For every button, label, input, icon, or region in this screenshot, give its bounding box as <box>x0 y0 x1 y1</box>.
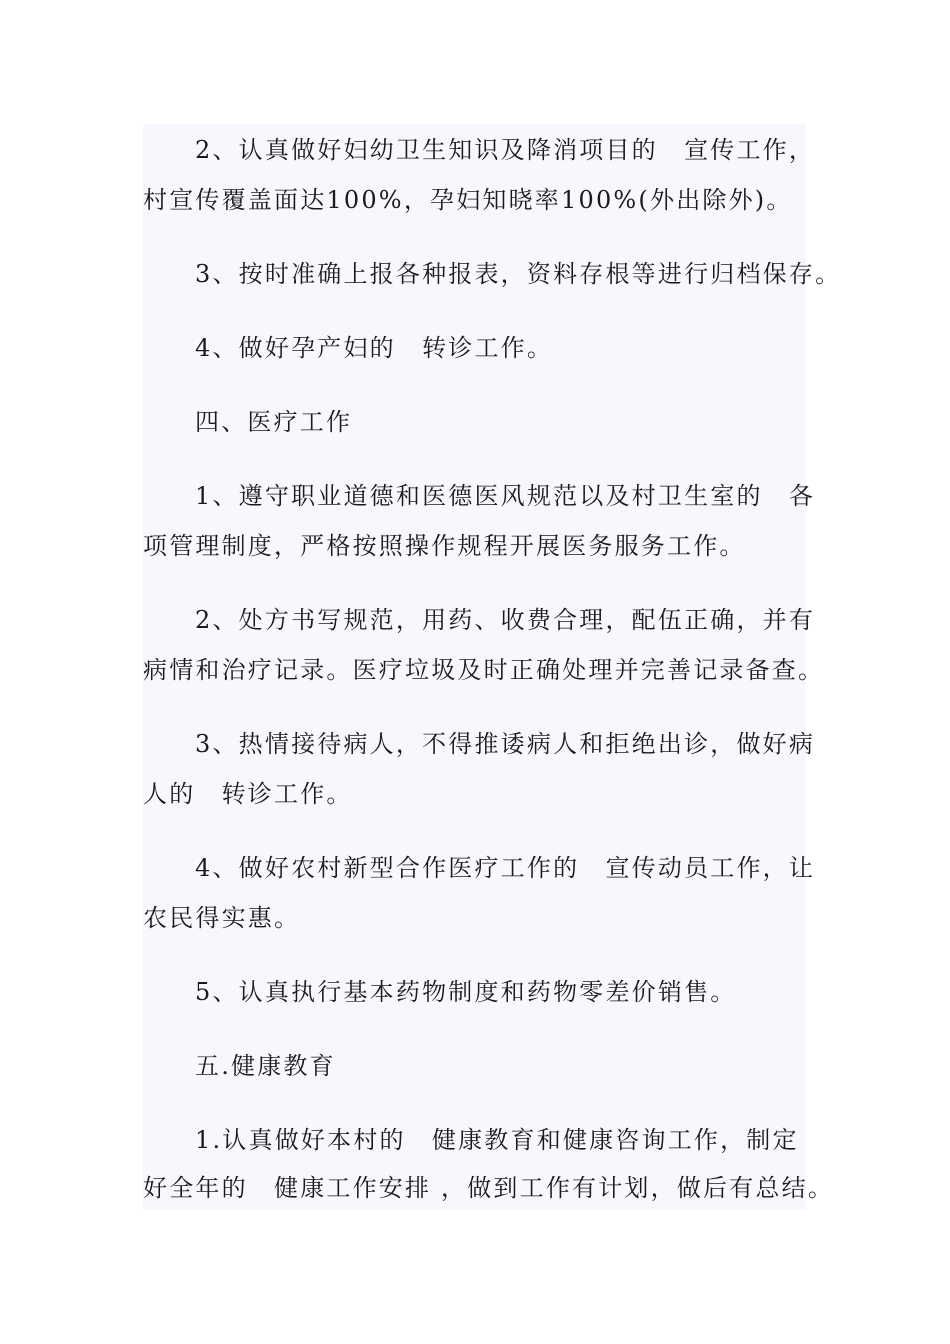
text-line-med-4-2: 农民得实惠。 <box>143 904 301 932</box>
text-line-edu-1-1: 1.认真做好本村的 健康教育和健康咨询工作，制定 <box>195 1126 799 1154</box>
text-line-med-5: 5、认真执行基本药物制度和药物零差价销售。 <box>195 978 737 1006</box>
text-line-med-3-2: 人的 转诊工作。 <box>143 780 353 808</box>
section-heading-medical: 四、医疗工作 <box>195 408 353 436</box>
text-line-2-1: 2、认真做好妇幼卫生知识及降消项目的 宣传工作， <box>195 136 816 164</box>
text-line-med-2-1: 2、处方书写规范，用药、收费合理，配伍正确，并有 <box>195 606 816 634</box>
text-line-med-1-1: 1、遵守职业道德和医德医风规范以及村卫生室的 各 <box>195 482 816 510</box>
text-line-2-2: 村宣传覆盖面达100%，孕妇知晓率100%(外出除外)。 <box>143 186 793 214</box>
text-line-edu-1-2: 好全年的 健康工作安排 ，做到工作有计划，做后有总结。 <box>143 1174 835 1202</box>
text-line-med-1-2: 项管理制度，严格按照操作规程开展医务服务工作。 <box>143 532 746 560</box>
text-line-med-2-2: 病情和治疗记录。医疗垃圾及时正确处理并完善记录备查。 <box>143 656 825 684</box>
section-heading-health-education: 五.健康教育 <box>195 1052 336 1080</box>
text-line-med-4-1: 4、做好农村新型合作医疗工作的 宣传动员工作，让 <box>195 854 816 882</box>
document-body <box>143 124 842 1210</box>
text-line-med-3-1: 3、热情接待病人，不得推诿病人和拒绝出诊，做好病 <box>195 730 816 758</box>
text-line-3: 3、按时准确上报各种报表，资料存根等进行归档保存。 <box>195 260 842 288</box>
text-line-4: 4、做好孕产妇的 转诊工作。 <box>195 334 554 362</box>
